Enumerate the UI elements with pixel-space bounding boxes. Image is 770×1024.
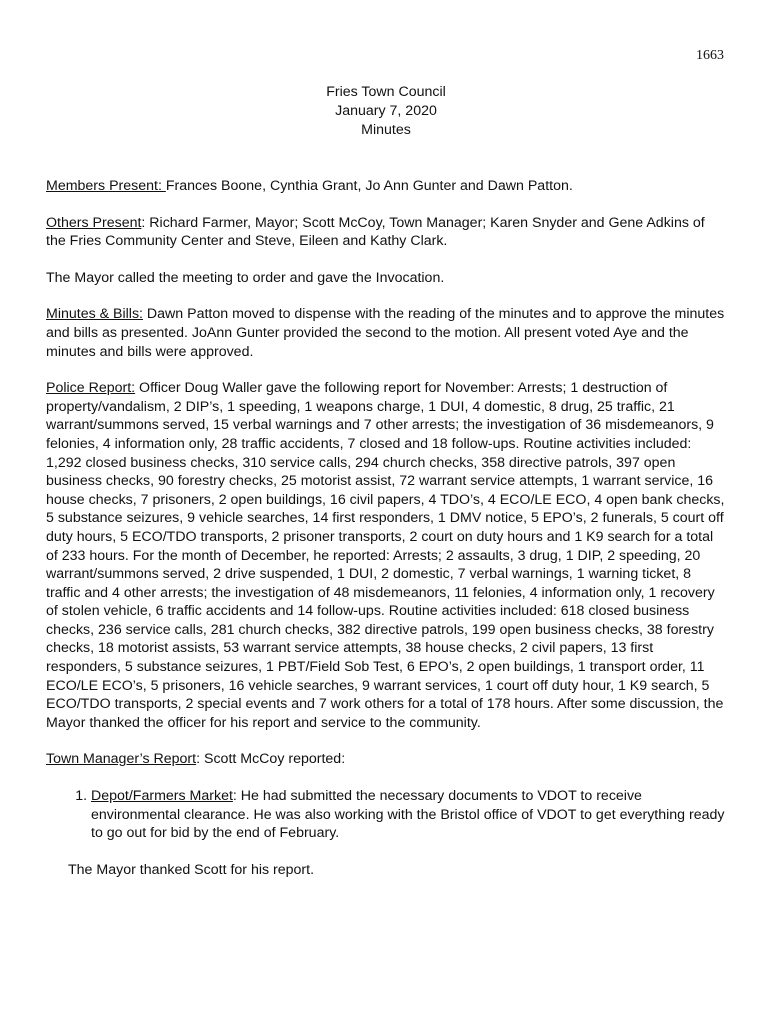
page-number: 1663: [696, 48, 724, 63]
call-to-order: The Mayor called the meeting to order and gave the Invocation.: [46, 269, 445, 286]
police-report-text: Officer Doug Waller gave the following report for November: Arrests; 1 destruction of property/vandalism, 2 DIP’s, 1 speeding, 1 weapons charge, 1 DUI, 4 domestic, 8 drug, 25 traffic, 21 warrant/summons served, 15 verbal warnings and 7 other arrests; the investigation of 36 misdemeanors, 9 felonies, 4 information only, 28 traffic accidents, 7 closed and 18 follow-ups. Routine activities included: 1,292 closed business checks, 310 service calls, 294 church checks, 358 directive patrols, 397 open business checks, 90 forestry checks, 25 motorist assist, 72 warrant service attempts, 1 warrant service, 16 house checks, 7 prisoners, 2 open buildings, 16 civil papers, 4 TDO’s, 4 ECO/LE ECO, 4 open bank checks, 5 substance seizures, 9 vehicle searches, 14 first responders, 1 DMV notice, 5 EPO’s, 2 funerals, 5 court off duty hours, 5 ECO/TDO transports, 2 prisoner transports, 2 court on duty hours and 1 K9 search for a total of 233 hours. For the month of December, he reported: Arrests; 2 assaults, 3 drug, 1 DIP, 2 speeding, 20 warrant/summons served, 2 drive suspended, 1 DUI, 2 domestic, 7 verbal warnings, 1 warning ticket, 8 traffic and 4 other arrests; the investigation of 48 misdemeanors, 11 felonies, 4 information only, 1 recovery of stolen vehicle, 6 traffic accidents and 14 follow-ups. Routine activities included: 618 closed business checks, 236 service calls, 281 church checks, 382 directive patrols, 199 open business checks, 38 forestry checks, 18 motorist assists, 53 warrant service attempts, 38 house checks, 2 civil papers, 13 first responders, 5 substance seizures, 1 PBT/Field Sob Test, 6 EPO’s, 2 open buildings, 1 transport order, 11 ECO/LE ECO’s, 5 prisoners, 16 vehicle searches, 9 warrant services, 1 court off duty hour, 1 K9 search, 5 ECO/TDO transports, 2 special events and 7 work others for a total of 178 hours. After some discussion, the Mayor thanked the officer for his report and service to the community.: [46, 380, 725, 731]
council-name: Fries Town Council: [326, 84, 446, 100]
others-present-section: [46, 214, 726, 251]
minutes-bills-text: Dawn Patton moved to dispense with the reading of the minutes and to approve the minutes and bills as presented. JoAnn Gunter provided the second to the motion. All present voted Aye and the minutes and bills were approved.: [46, 306, 725, 360]
members-present-label: Members Present:: [46, 178, 166, 194]
members-present-text: Frances Boone, Cynthia Grant, Jo Ann Gunter and Dawn Patton.: [165, 178, 573, 194]
list-item: [91, 787, 726, 843]
minutes-bills-section: [46, 305, 726, 361]
document-type: Minutes: [361, 122, 411, 138]
others-present-label: Others Present: [46, 214, 142, 231]
town-manager-label: Town Manager’s Report: [46, 751, 197, 768]
members-present-section: [46, 177, 726, 196]
town-manager-items: [46, 787, 726, 843]
town-manager-section: [46, 750, 726, 769]
police-report-label: Police Report:: [46, 380, 136, 397]
police-report-section: [46, 379, 726, 732]
depot-market-text: : He had submitted the necessary documents to VDOT to receive environmental clearance. He was also working with the Bristol office of VDOT to get everything ready to go out for bid by the end of February.: [91, 788, 725, 842]
minutes-bills-label: Minutes & Bills:: [46, 306, 143, 323]
meeting-date: January 7, 2020: [335, 103, 437, 119]
depot-market-label: Depot/Farmers Market: [91, 788, 233, 805]
manager-closing: The Mayor thanked Scott for his report.: [68, 861, 315, 878]
document-header: [46, 83, 726, 140]
others-present-text: : Richard Farmer, Mayor; Scott McCoy, Town Manager; Karen Snyder and Gene Adkins of the Fries Community Center and Steve, Eileen and Kathy Clark.: [46, 214, 705, 250]
minutes-document: [46, 83, 726, 897]
town-manager-text: : Scott McCoy reported:: [196, 751, 346, 768]
